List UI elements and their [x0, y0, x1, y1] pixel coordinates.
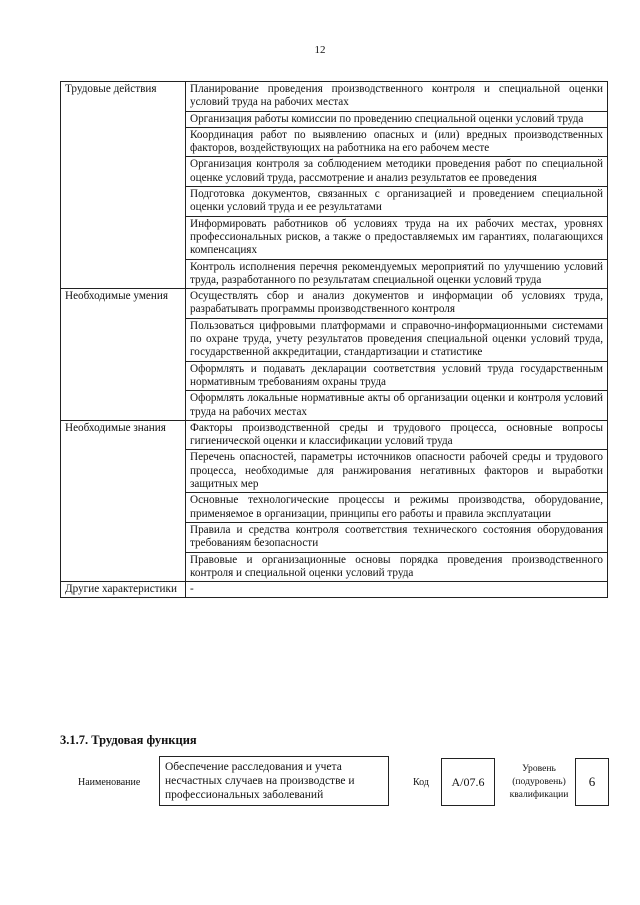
section-title: 3.1.7. Трудовая функция	[60, 733, 197, 747]
table-cell: Организация работы комиссии по проведению специальной оценки условий труда	[186, 111, 608, 127]
table-row	[61, 82, 608, 112]
page-number: 12	[314, 44, 326, 56]
table-cell: Основные технологические процессы и режимы производства, оборудование, применяемое в организации, принципы его работы и правила эксплуатации	[186, 493, 608, 523]
row-group-label: Трудовые действия	[61, 82, 186, 289]
table-cell: Правила и средства контроля соответствия технического состояния оборудования требованиям безопасности	[186, 522, 608, 552]
table-cell: Факторы производственной среды и трудового процесса, основные вопросы гигиенической оценки и классификации условий труда	[186, 420, 608, 450]
table-row	[61, 289, 608, 319]
table-cell: Информировать работников об условиях труда на их рабочих местах, уровнях профессиональных рисков, а также о предоставляемых им гарантиях, полагающихся компенсациях	[186, 216, 608, 259]
row-group-label: Необходимые знания	[61, 420, 186, 581]
table-row	[61, 420, 608, 450]
table-cell: Организация контроля за соблюдением методики проведения работ по специальной оценке условий труда, рассмотрение и анализ результатов ее проведения	[186, 157, 608, 187]
qualification-level-label: Уровень (подуровень) квалификации	[509, 763, 569, 800]
competency-table	[60, 81, 608, 598]
row-group-label: Другие характеристики	[61, 582, 186, 598]
table-cell: Планирование проведения производственного контроля и специальной оценки условий труда на рабочих местах	[186, 82, 608, 112]
table-cell: -	[186, 582, 608, 598]
table-cell: Контроль исполнения перечня рекомендуемых мероприятий по улучшению условий труда, разработанного по результатам специальной оценки условий труда	[186, 259, 608, 289]
table-cell: Подготовка документов, связанных с организацией и проведением специальной оценки условий труда и ее результатами	[186, 187, 608, 217]
table-cell: Пользоваться цифровыми платформами и справочно-информационными системами по охране труда, учету результатов проведения специальной оценки условий труда, государственной аккредитации, стандартизации и статистике	[186, 318, 608, 361]
table-cell: Координация работ по выявлению опасных и (или) вредных производственных факторов, воздействующих на работника на его рабочем месте	[186, 127, 608, 157]
function-code-label: Код	[413, 777, 429, 788]
table-cell: Осуществлять сбор и анализ документов и информации об условиях труда, разрабатывать программы производственного контроля	[186, 289, 608, 319]
function-name-label: Наименование	[78, 777, 141, 788]
function-code-box: A/07.6	[441, 758, 495, 806]
competency-table-body	[61, 82, 608, 598]
table-cell: Оформлять и подавать декларации соответствия условий труда государственным нормативным требованиям охраны труда	[186, 361, 608, 391]
table-cell: Оформлять локальные нормативные акты об организации оценки и контроля условий труда на рабочих местах	[186, 391, 608, 421]
table-row	[61, 582, 608, 598]
qualification-level-box: 6	[575, 758, 609, 806]
table-cell: Перечень опасностей, параметры источников опасности рабочей среды и трудового процесса, необходимые для ранжирования негативных факторов и выработки защитных мер	[186, 450, 608, 493]
row-group-label: Необходимые умения	[61, 289, 186, 421]
function-name-box: Обеспечение расследования и учета несчастных случаев на производстве и профессиональных заболеваний	[159, 756, 389, 806]
table-cell: Правовые и организационные основы порядка проведения производственного контроля и специальной оценки условий труда	[186, 552, 608, 582]
